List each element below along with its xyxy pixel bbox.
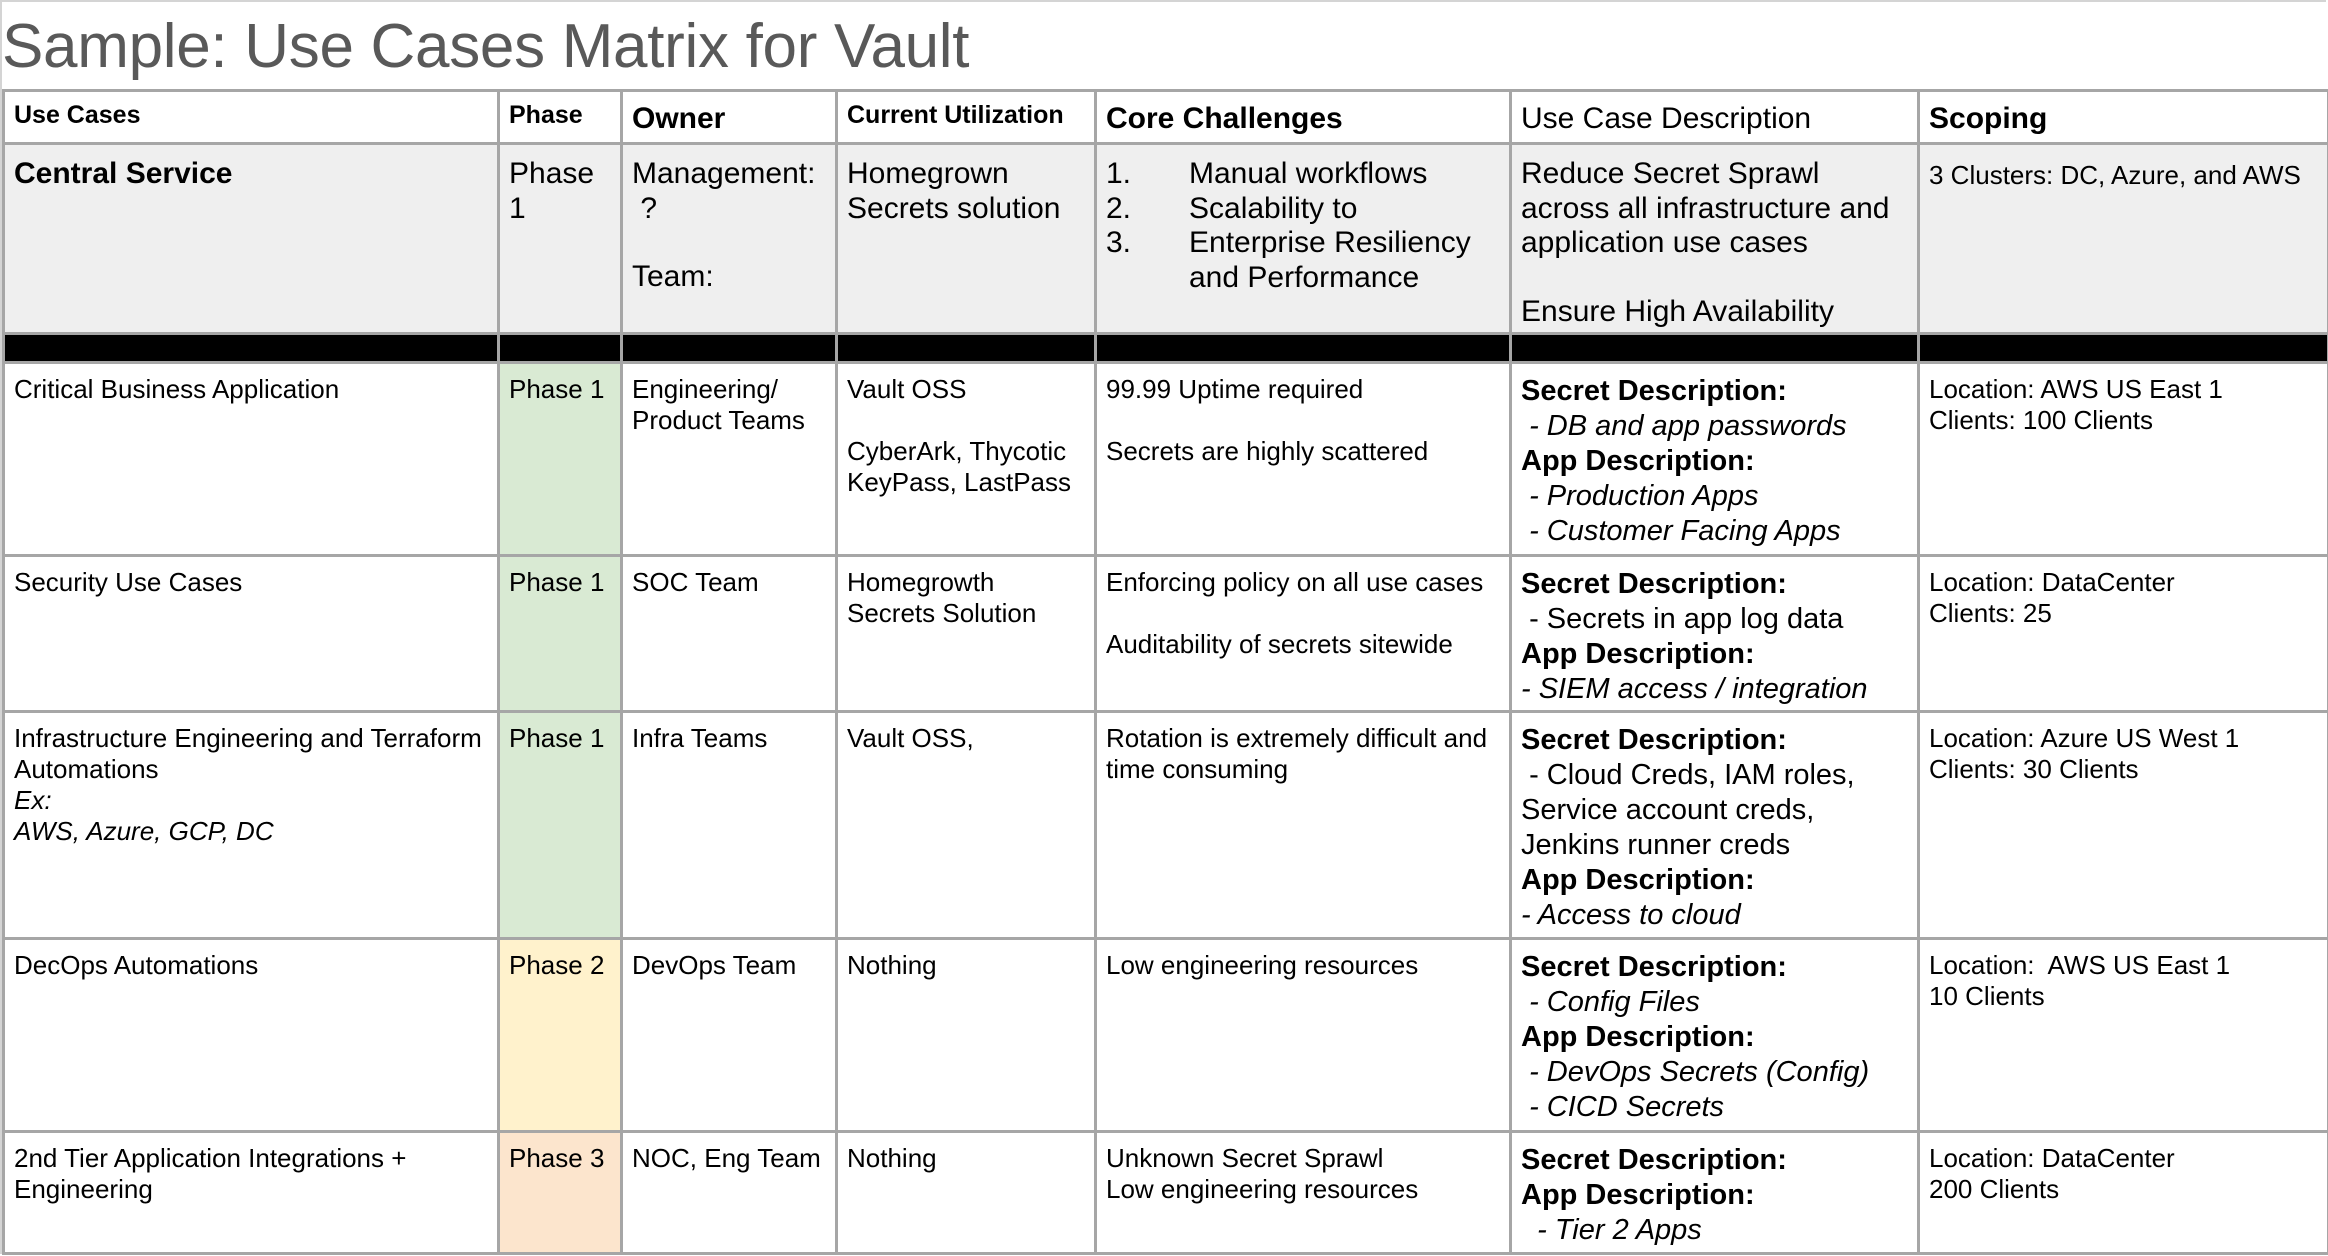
column-header-scoping: Scoping <box>1919 91 2328 144</box>
current-utilization-line: Vault OSS <box>847 374 967 404</box>
central-service-current-utilization <box>837 144 1096 334</box>
description-text: Reduce Secret Sprawl across all infrastructure and application use cases <box>1521 157 1898 259</box>
current-utilization-line: Homegrown <box>847 157 1009 190</box>
table-row <box>4 556 2328 712</box>
page-title: Sample: Use Cases Matrix for Vault <box>2 12 970 81</box>
use-case-cell: Critical Business Application <box>4 363 499 556</box>
scoping-clients: 10 Clients <box>1929 981 2045 1011</box>
spacer <box>1521 261 1908 295</box>
column-header-core-challenges: Core Challenges <box>1096 91 1511 144</box>
challenge-line: Low engineering resources <box>1106 1174 1419 1204</box>
central-service-owner <box>622 144 837 334</box>
table-row <box>4 712 2328 939</box>
central-service-row <box>4 144 2328 334</box>
table-row <box>4 363 2328 556</box>
scoping-location: Location: Azure US West 1 <box>1929 723 2240 753</box>
phase-cell: Phase 1 <box>499 712 622 939</box>
core-challenges-cell: Rotation is extremely difficult and time consuming <box>1096 712 1511 939</box>
app-description-item: - CICD Secrets <box>1521 1091 1725 1123</box>
central-service-description <box>1511 144 1919 334</box>
secret-description-item: - DB and app passwords <box>1521 410 1847 442</box>
column-header-phase: Phase <box>499 91 622 144</box>
phase-cell: Phase 1 <box>499 363 622 556</box>
central-service-scoping: 3 Clusters: DC, Azure, and AWS <box>1919 144 2328 334</box>
challenge-text: Manual workflows <box>1189 157 1428 190</box>
owner-management-value: ? <box>632 191 658 225</box>
scoping-location: Location: AWS US East 1 <box>1929 950 2231 980</box>
challenges-list <box>1106 157 1500 295</box>
scoping-cell <box>1919 712 2328 939</box>
scoping-clients: Clients: 25 <box>1929 598 2052 628</box>
current-utilization-line: Secrets solution <box>847 191 1061 225</box>
spacer <box>1106 598 1500 629</box>
secret-description-item: - Cloud Creds, IAM roles, Service account creds, Jenkins runner creds <box>1521 759 1863 861</box>
separator-cell <box>1919 334 2328 363</box>
challenge-line: Auditability of secrets sitewide <box>1106 629 1453 659</box>
column-header-use-cases: Use Cases <box>4 91 499 144</box>
use-cases-matrix-table <box>2 89 2328 1255</box>
app-description-label: App Description: <box>1521 638 1755 670</box>
app-description-item: - Production Apps <box>1521 480 1759 512</box>
core-challenges-cell <box>1096 1132 1511 1254</box>
central-service-use-case: Central Service <box>4 144 499 334</box>
challenge-item <box>1106 226 1500 295</box>
challenge-number: 2. <box>1106 191 1132 225</box>
app-description-item: - DevOps Secrets (Config) <box>1521 1056 1870 1088</box>
central-service-phase <box>499 144 622 334</box>
phase-cell: Phase 2 <box>499 939 622 1132</box>
scoping-location: Location: AWS US East 1 <box>1929 374 2223 404</box>
app-description-label: App Description: <box>1521 864 1755 896</box>
scoping-cell <box>1919 556 2328 712</box>
separator-cell <box>4 334 499 363</box>
challenge-number: 1. <box>1106 157 1132 190</box>
use-case-cell: 2nd Tier Application Integrations + Engineering <box>4 1132 499 1254</box>
app-description-item: - SIEM access / integration <box>1521 673 1868 705</box>
description-cell <box>1511 363 1919 556</box>
current-utilization-cell: Vault OSS, <box>837 712 1096 939</box>
owner-cell: DevOps Team <box>622 939 837 1132</box>
challenge-number: 3. <box>1106 226 1132 259</box>
app-description-label: App Description: <box>1521 1021 1755 1053</box>
spacer <box>847 405 1085 436</box>
app-description-item: - Access to cloud <box>1521 899 1741 931</box>
current-utilization-cell: Nothing <box>837 939 1096 1132</box>
scoping-clients: 200 Clients <box>1929 1174 2060 1204</box>
central-service-phase-line1: Phase <box>509 157 595 190</box>
challenge-item <box>1106 157 1500 192</box>
description-cell <box>1511 1132 1919 1254</box>
owner-cell: SOC Team <box>622 556 837 712</box>
secret-description-item: - Secrets in app log data <box>1521 603 1844 635</box>
secret-description-item: - Config Files <box>1521 986 1700 1018</box>
app-description-label: App Description: <box>1521 445 1755 477</box>
central-service-core-challenges <box>1096 144 1511 334</box>
current-utilization-line: CyberArk, Thycotic KeyPass, LastPass <box>847 436 1074 497</box>
core-challenges-cell <box>1096 363 1511 556</box>
scoping-clients: Clients: 30 Clients <box>1929 754 2139 784</box>
central-service-phase-line2: 1 <box>509 191 526 225</box>
scoping-cell <box>1919 939 2328 1132</box>
core-challenges-cell <box>1096 556 1511 712</box>
description-cell <box>1511 712 1919 939</box>
use-case-cell <box>4 712 499 939</box>
table-row <box>4 939 2328 1132</box>
separator-cell <box>1511 334 1919 363</box>
description-cell <box>1511 939 1919 1132</box>
column-header-owner: Owner <box>622 91 837 144</box>
current-utilization-cell <box>837 363 1096 556</box>
app-description-label: App Description: <box>1521 1179 1755 1211</box>
use-case-example: AWS, Azure, GCP, DC <box>14 816 274 846</box>
secret-description-label: Secret Description: <box>1521 375 1787 407</box>
scoping-location: Location: DataCenter <box>1929 1143 2175 1173</box>
secret-description-label: Secret Description: <box>1521 724 1787 756</box>
owner-team-label: Team: <box>632 260 714 293</box>
separator-cell <box>499 334 622 363</box>
table-row <box>4 1132 2328 1254</box>
current-utilization-cell: Homegrowth Secrets Solution <box>837 556 1096 712</box>
phase-cell: Phase 1 <box>499 556 622 712</box>
column-header-current-utilization: Current Utilization <box>837 91 1096 144</box>
use-case-cell: DecOps Automations <box>4 939 499 1132</box>
challenge-item <box>1106 192 1500 227</box>
challenge-line: Secrets are highly scattered <box>1106 436 1429 466</box>
scoping-clients: Clients: 100 Clients <box>1929 405 2153 435</box>
separator-cell <box>837 334 1096 363</box>
use-case-cell: Security Use Cases <box>4 556 499 712</box>
spacer <box>632 226 826 260</box>
current-utilization-cell: Nothing <box>837 1132 1096 1254</box>
challenge-line: Enforcing policy on all use cases <box>1106 567 1484 597</box>
separator-cell <box>622 334 837 363</box>
secret-description-label: Secret Description: <box>1521 1144 1787 1176</box>
app-description-item: - Tier 2 Apps <box>1521 1214 1702 1246</box>
separator-bar-row <box>4 334 2328 363</box>
column-header-use-case-description: Use Case Description <box>1511 91 1919 144</box>
owner-cell: NOC, Eng Team <box>622 1132 837 1254</box>
phase-cell: Phase 3 <box>499 1132 622 1254</box>
scoping-cell <box>1919 363 2328 556</box>
challenge-text: Enterprise Resiliency and Performance <box>1189 226 1471 294</box>
spacer <box>1106 405 1500 436</box>
owner-management-label: Management: <box>632 157 816 190</box>
description-cell <box>1511 556 1919 712</box>
owner-cell: Engineering/ Product Teams <box>622 363 837 556</box>
use-case-title: Infrastructure Engineering and Terraform Automations <box>14 723 488 784</box>
owner-cell: Infra Teams <box>622 712 837 939</box>
challenge-line: Unknown Secret Sprawl <box>1106 1143 1384 1173</box>
header-row <box>4 91 2328 144</box>
secret-description-label: Secret Description: <box>1521 568 1787 600</box>
challenge-text: Scalability to <box>1189 191 1358 225</box>
challenge-line: 99.99 Uptime required <box>1106 374 1364 404</box>
core-challenges-cell: Low engineering resources <box>1096 939 1511 1132</box>
app-description-item: - Customer Facing Apps <box>1521 515 1841 547</box>
description-text: Ensure High Availability <box>1521 294 1834 328</box>
use-case-example-label: Ex: <box>14 785 52 815</box>
scoping-location: Location: DataCenter <box>1929 567 2175 597</box>
secret-description-label: Secret Description: <box>1521 951 1787 983</box>
scoping-cell <box>1919 1132 2328 1254</box>
separator-cell <box>1096 334 1511 363</box>
